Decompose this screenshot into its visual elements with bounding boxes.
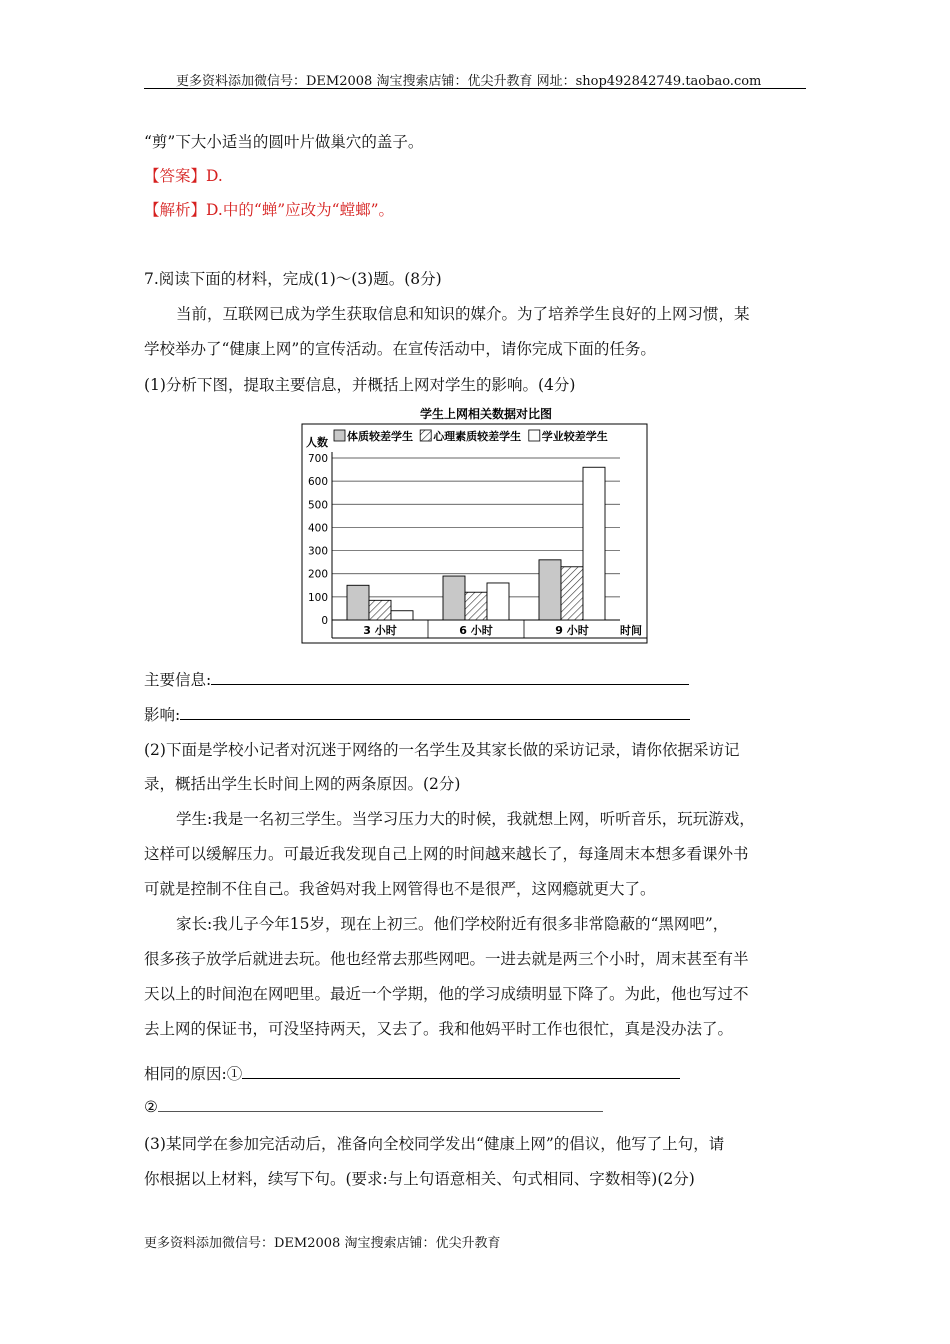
y-tick-label-200: 200	[307, 568, 328, 581]
material-paragraph-line-1: 当前，互联网已成为学生获取信息和知识的媒介。为了培养学生良好的上网习惯，某	[176, 305, 750, 323]
bar-3-1	[391, 611, 413, 620]
bar-3-2	[487, 583, 509, 620]
y-tick-label-100: 100	[307, 591, 328, 604]
parent-interview-line-3: 天以上的时间泡在网吧里。最近一个学期，他的学习成绩明显下降了。为此，他也写过不	[144, 985, 749, 1003]
comparison-bar-chart	[290, 402, 660, 652]
main-info-row	[144, 668, 689, 690]
bar-3-3	[583, 467, 605, 620]
analysis-line	[144, 198, 394, 220]
parent-interview-line-2: 很多孩子放学后就进去玩。他也经常去那些网吧。一进去就是两三个小时，周末甚至有半	[144, 950, 749, 968]
previous-question-line: “剪”下大小适当的圆叶片做巢穴的盖子。	[144, 133, 424, 151]
reason-1-answer-blank[interactable]	[242, 1064, 680, 1079]
answer-line	[144, 164, 223, 186]
y-tick-label-500: 500	[307, 499, 328, 512]
bar-2-1	[369, 600, 391, 620]
student-interview-line-1: 学生:我是一名初三学生。当学习压力大的时候，我就想上网，听听音乐，玩玩游戏，	[176, 810, 755, 828]
student-interview-line-3: 可就是控制不住自己。我爸妈对我上网管得也不是很严，这网瘾就更大了。	[144, 880, 656, 898]
y-tick-label-700: 700	[307, 453, 328, 465]
student-interview-line-2: 这样可以缓解压力。可最近我发现自己上网的时间越来越长了，每逢周末本想多看课外书	[144, 845, 749, 863]
analysis-text: D.中的“蝉”应改为“螳螂”。	[206, 201, 395, 219]
y-tick-label-600: 600	[307, 476, 328, 489]
reason-2-answer-blank[interactable]	[158, 1097, 603, 1112]
legend-swatch-1	[334, 430, 345, 441]
page-header: 更多资料添加微信号：DEM2008 淘宝搜索店铺：优尖升教育 网址：shop492842749.taobao.com	[176, 74, 762, 89]
page-footer: 更多资料添加微信号：DEM2008 淘宝搜索店铺：优尖升教育	[144, 1236, 501, 1251]
answer-tag: 【答案】	[144, 167, 207, 185]
header-rule	[144, 88, 806, 89]
impact-label: 影响:	[144, 706, 181, 724]
subquestion-2-line-2: 录，概括出学生长时间上网的两条原因。(2分)	[144, 775, 461, 793]
parent-interview-line-1: 家长:我儿子今年15岁，现在上初三。他们学校附近有很多非常隐蔽的“黑网吧”，	[176, 915, 729, 933]
x-axis-label: 时间	[620, 624, 642, 637]
material-paragraph-line-2: 学校举办了“健康上网”的宣传活动。在宣传活动中，请你完成下面的任务。	[144, 340, 656, 358]
parent-interview-line-4: 去上网的保证书，可没坚持两天，又去了。我和他妈平时工作也很忙，真是没办法了。	[144, 1020, 734, 1038]
legend-label-1: 体质较差学生	[347, 430, 413, 443]
subquestion-1: (1)分析下图，提取主要信息，并概括上网对学生的影响。(4分)	[144, 376, 576, 394]
y-tick-label-400: 400	[307, 522, 328, 535]
question-7-title: 7.阅读下面的材料，完成(1)～(3)题。(8分)	[144, 270, 442, 288]
answer-value: D.	[206, 167, 223, 185]
main-info-label: 主要信息:	[144, 671, 212, 689]
legend-label-2: 心理素质较差学生	[433, 430, 522, 443]
x-tick-label-2: 6 小时	[459, 624, 493, 637]
chart-title: 学生上网相关数据对比图	[419, 407, 553, 421]
legend-swatch-2	[420, 430, 431, 441]
same-reason-label: 相同的原因:①	[144, 1065, 243, 1083]
bar-1-2	[443, 576, 465, 620]
reason-2-label: ②	[144, 1098, 158, 1116]
subquestion-3-line-1: (3)某同学在参加完活动后，准备向全校同学发出“健康上网”的倡议，他写了上句，请	[144, 1135, 725, 1153]
x-tick-label-3: 9 小时	[555, 624, 589, 637]
subquestion-2-line-1: (2)下面是学校小记者对沉迷于网络的一名学生及其家长做的采访记录，请你依据采访记	[144, 741, 740, 759]
y-tick-label-300: 300	[307, 545, 328, 558]
same-reason-row	[144, 1062, 680, 1084]
y-tick-label-0: 0	[321, 615, 328, 627]
x-tick-label-1: 3 小时	[363, 624, 397, 637]
bar-1-1	[347, 585, 369, 620]
impact-answer-blank[interactable]	[180, 705, 690, 720]
bar-2-3	[561, 567, 583, 620]
subquestion-3-line-2: 你根据以上材料，续写下句。(要求:与上句语意相关、句式相同、字数相等)(2分)	[144, 1170, 695, 1188]
bar-2-2	[465, 592, 487, 620]
main-info-answer-blank[interactable]	[211, 670, 689, 685]
bar-1-3	[539, 560, 561, 620]
y-axis-label: 人数	[306, 436, 328, 449]
impact-row	[144, 703, 690, 725]
reason-2-row	[144, 1097, 603, 1116]
legend-swatch-3	[529, 430, 540, 441]
legend-label-3: 学业较差学生	[541, 430, 608, 443]
analysis-tag: 【解析】	[144, 201, 207, 219]
